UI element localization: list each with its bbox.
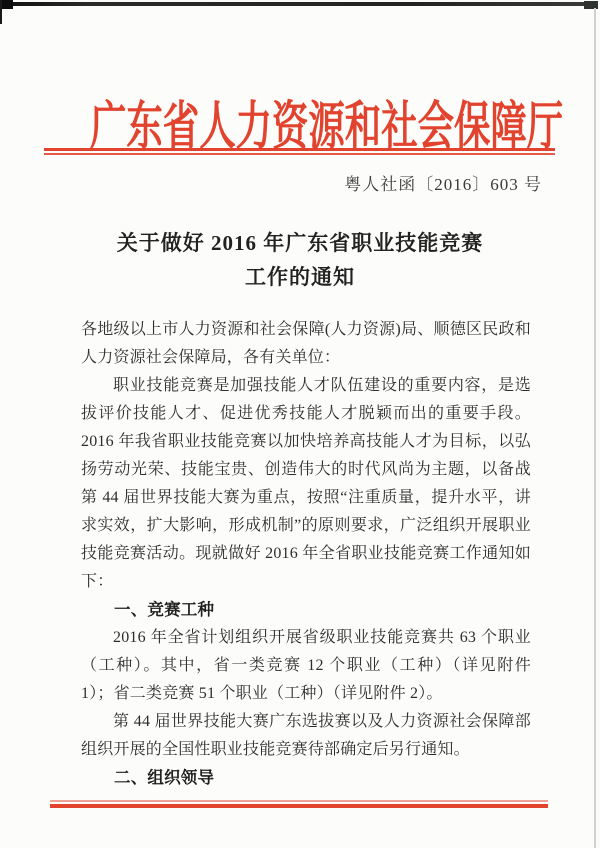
document-title-line1: 关于做好 2016 年广东省职业技能竞赛 — [116, 231, 484, 255]
document-title — [0, 226, 600, 294]
scan-artifact-top-edge — [2, 2, 594, 6]
section-heading: 一、竞赛工种 — [114, 601, 215, 619]
scan-artifact-right-edge — [594, 8, 596, 848]
document-number: 粤人社函〔2016〕603 号 — [344, 175, 542, 194]
body-paragraph: 各地级以上市人力资源和社会保障(人力资源)局、顺德区民政和人力资源社会保障局，各有关单位： — [81, 321, 531, 366]
body-paragraph: 第 44 届世界技能大赛广东选拔赛以及人力资源社会保障部组织开展的全国性职业技能竞赛待部确定后另行通知。 — [81, 713, 531, 758]
body — [81, 316, 531, 792]
body-paragraph: 职业技能竞赛是加强技能人才队伍建设的重要内容，是选拔评价技能人才、促进优秀技能人才脱颖而出的重要手段。2016 年我省职业技能竞赛以加快培养高技能人才为目标，以弘扬劳动光荣、技能宝贵、创造伟大的时代风尚为主题，以备战第 44 届世界技能大赛为重点，按照“注重质量，提升水平，讲求实效，扩大影响，形成机制”的原则要求，广泛组织开展职业技能竞赛活动。现就做好 2016 年全省职业技能竞赛工作通知如下： — [81, 377, 531, 590]
scan-artifact-left-strip — [0, 0, 2, 24]
section-heading: 二、组织领导 — [114, 769, 215, 787]
letterhead-divider-rule — [44, 148, 555, 155]
footer-divider-rule — [50, 800, 548, 808]
agency-name-letterhead: 广东省人力资源和社会保障厅 — [90, 99, 564, 156]
document-title-line2: 工作的通知 — [245, 265, 355, 289]
body-paragraph: 2016 年全省计划组织开展省级职业技能竞赛共 63 个职业（工种）。其中，省一类竞赛 12 个职业（工种）（详见附件 1）；省二类竞赛 51 个职业（工种）（详见附件 2）。 — [81, 629, 531, 702]
